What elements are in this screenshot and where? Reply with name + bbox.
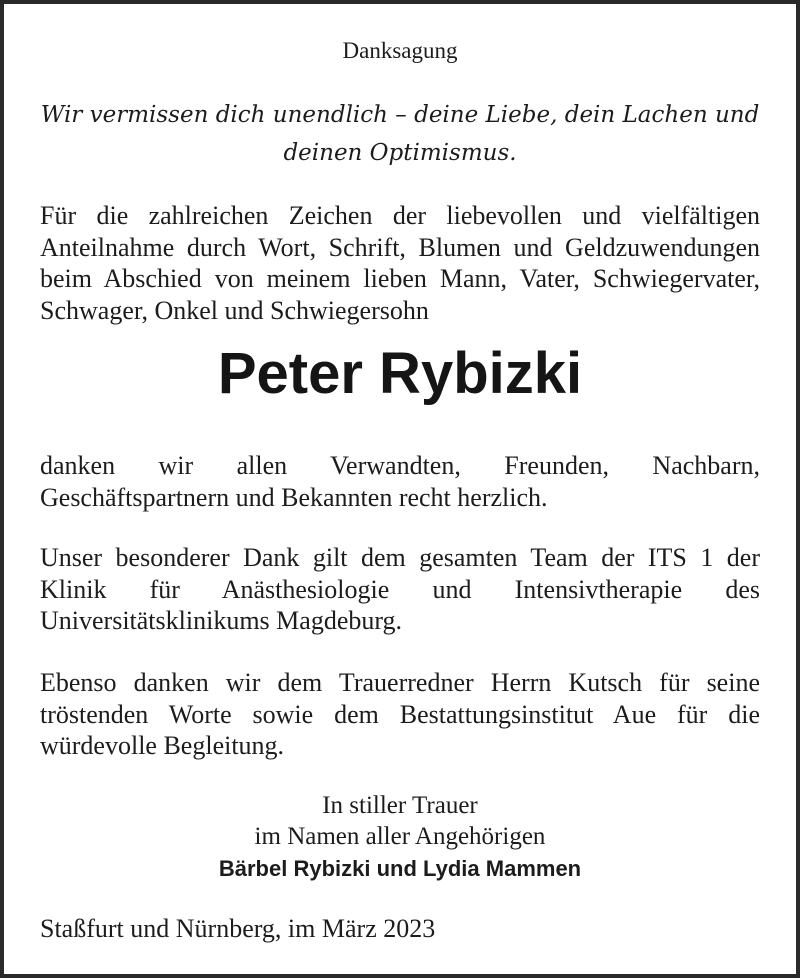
further-thanks-paragraph: Ebenso danken wir dem Trauerredner Herrn Kutsch für seine tröstenden Worte sowie dem Bestattungsinstitut Aue für die würdevolle Begleitung. — [40, 668, 760, 760]
signature-block — [4, 790, 796, 885]
heading: Danksagung — [342, 38, 458, 63]
special-thanks-paragraph: Unser besonderer Dank gilt dem gesamten Team der ITS 1 der Klinik für Anästhesiologie und Intensivtherapie des Universitätsklinikums Magdeburg. — [40, 543, 760, 635]
thanks-paragraph: danken wir allen Verwandten, Freunden, Nachbarn, Geschäftspartnern und Bekannten recht herzlich. — [40, 451, 760, 512]
signature-line-1: In stiller Trauer — [322, 792, 478, 819]
intro-paragraph: Für die zahlreichen Zeichen der liebevollen und vielfältigen Anteilnahme durch Wort, Schrift, Blumen und Geldzuwendungen beim Abschied von meinem lieben Mann, Vater, Schwiegervater, Schwager, Onkel und Schwiegersohn — [40, 201, 760, 325]
motto-quote: Wir vermissen dich unendlich – deine Liebe, dein Lachen und deinen Optimismus. — [40, 102, 760, 166]
signature-line-2: im Namen aller Angehörigen — [254, 823, 546, 850]
place-date: Staßfurt und Nürnberg, im März 2023 — [40, 914, 436, 943]
signers: Bärbel Rybizki und Lydia Mammen — [218, 856, 582, 881]
deceased-name: Peter Rybizki — [217, 341, 583, 406]
